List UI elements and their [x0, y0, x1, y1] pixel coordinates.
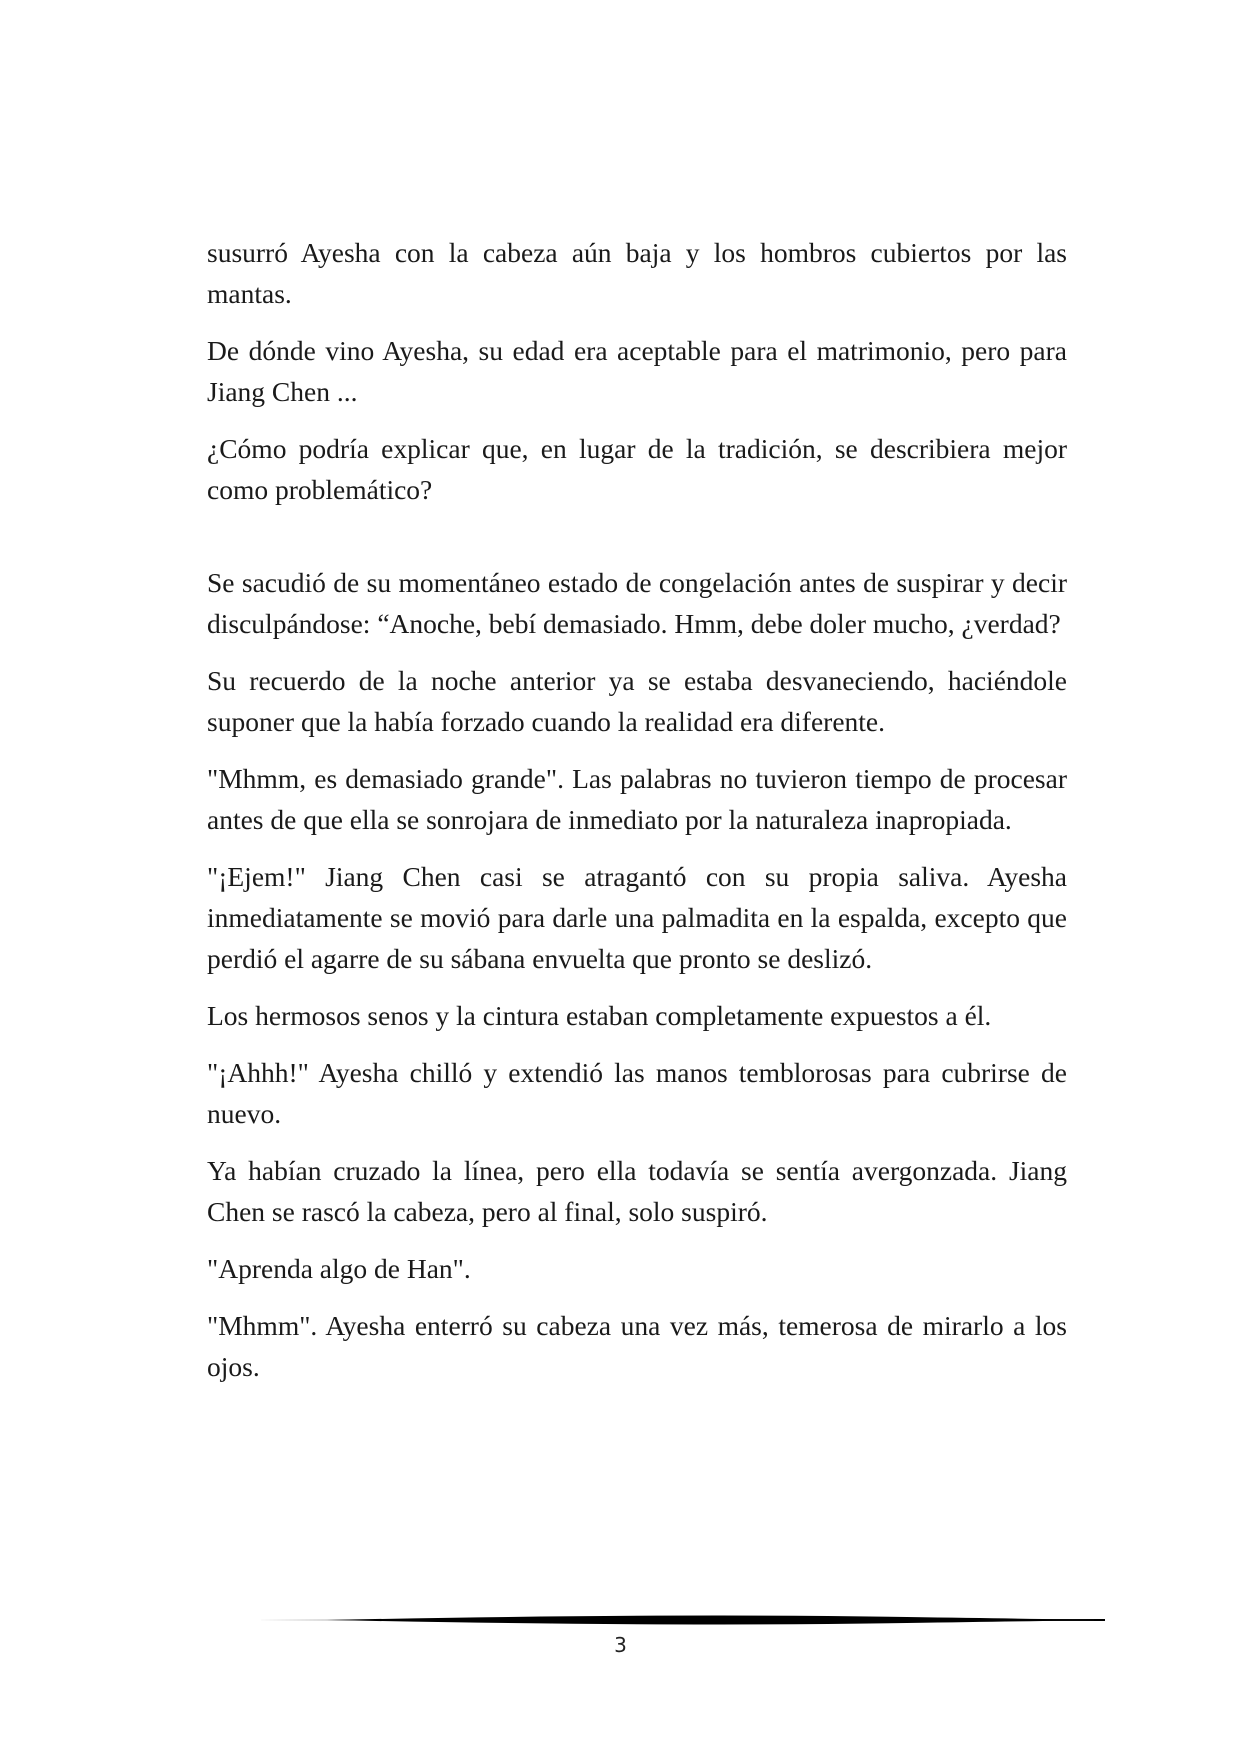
- paragraph: Se sacudió de su momentáneo estado de congelación antes de suspirar y decir disculpándose: “Anoche, bebí demasiado. Hmm, debe doler mucho, ¿verdad?: [207, 567, 1067, 639]
- footer-rule: [207, 1612, 1105, 1628]
- paragraph: "Mhmm, es demasiado grande". Las palabras no tuvieron tiempo de procesar antes de que ella se sonrojara de inmediato por la naturaleza inapropiada.: [207, 763, 1067, 835]
- body-text: [207, 232, 1067, 1403]
- paragraph: "¡Ahhh!" Ayesha chilló y extendió las manos temblorosas para cubrirse de nuevo.: [207, 1057, 1067, 1129]
- paragraph: De dónde vino Ayesha, su edad era aceptable para el matrimonio, pero para Jiang Chen ...: [207, 335, 1067, 407]
- paragraph: Su recuerdo de la noche anterior ya se estaba desvaneciendo, haciéndole suponer que la había forzado cuando la realidad era diferente.: [207, 665, 1067, 737]
- paragraph: "Mhmm". Ayesha enterró su cabeza una vez más, temerosa de mirarlo a los ojos.: [207, 1310, 1067, 1382]
- paragraph: Los hermosos senos y la cintura estaban completamente expuestos a él.: [207, 1000, 992, 1031]
- paragraph: "Aprenda algo de Han".: [207, 1253, 471, 1284]
- page-number: 3: [614, 1633, 627, 1657]
- paragraph: ¿Cómo podría explicar que, en lugar de la tradición, se describiera mejor como problemático?: [207, 433, 1067, 505]
- paragraph: susurró Ayesha con la cabeza aún baja y los hombros cubiertos por las mantas.: [207, 237, 1067, 309]
- paragraph: Ya habían cruzado la línea, pero ella todavía se sentía avergonzada. Jiang Chen se rascó la cabeza, pero al final, solo suspiró.: [207, 1155, 1067, 1227]
- paragraph: "¡Ejem!" Jiang Chen casi se atragantó con su propia saliva. Ayesha inmediatamente se movió para darle una palmadita en la espalda, excepto que perdió el agarre de su sábana envuelta que pronto se deslizó.: [207, 861, 1067, 974]
